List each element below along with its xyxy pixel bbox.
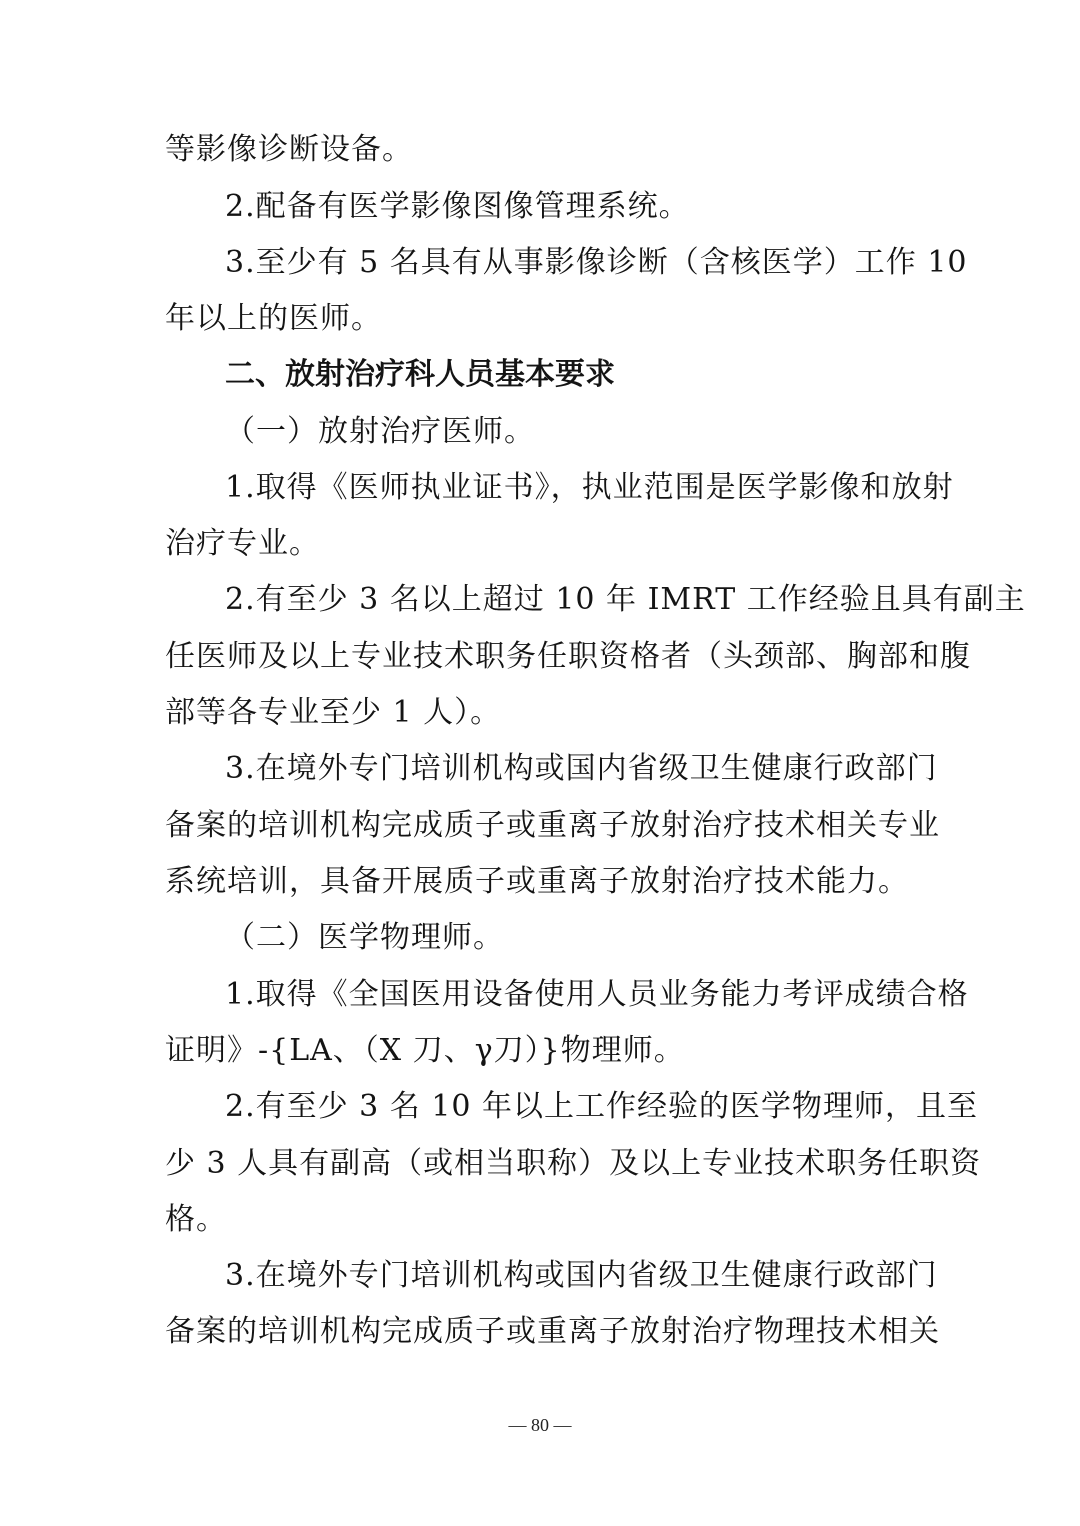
text-line: 3.在境外专门培训机构或国内省级卫生健康行政部门: [225, 1258, 938, 1293]
text-line: 2.配备有医学影像图像管理系统。: [225, 189, 690, 224]
text-line: 治疗专业。: [165, 526, 320, 561]
text-line: 少 3 人具有副高（或相当职称）及以上专业技术职务任职资: [165, 1146, 982, 1181]
text-line: 备案的培训机构完成质子或重离子放射治疗物理技术相关: [165, 1314, 940, 1349]
text-line: 部等各专业至少 1 人）。: [165, 695, 502, 730]
text-line: 1.取得《全国医用设备使用人员业务能力考评成绩合格: [225, 977, 969, 1012]
text-line: 3.至少有 5 名具有从事影像诊断（含核医学）工作 10: [225, 245, 968, 280]
subsection-heading: （二）医学物理师。: [225, 920, 504, 955]
text-line: 格。: [165, 1202, 227, 1237]
text-line: 系统培训，具备开展质子或重离子放射治疗技术能力。: [165, 864, 909, 899]
subsection-heading: （一）放射治疗医师。: [225, 414, 535, 449]
text-line: 任医师及以上专业技术职务任职资格者（头颈部、胸部和腹: [165, 639, 971, 674]
text-line: 1.取得《医师执业证书》，执业范围是医学影像和放射: [225, 470, 954, 505]
text-line: 年以上的医师。: [165, 301, 382, 336]
text-line: 3.在境外专门培训机构或国内省级卫生健康行政部门: [225, 751, 938, 786]
text-line: 2.有至少 3 名以上超过 10 年 IMRT 工作经验且具有副主: [225, 582, 1026, 617]
text-line: 2.有至少 3 名 10 年以上工作经验的医学物理师，且至: [225, 1089, 979, 1124]
text-line: 等影像诊断设备。: [165, 132, 413, 167]
page-number: — 80 —: [508, 1415, 572, 1435]
text-line: 证明》-{LA、（X 刀、γ刀）}物理师。: [165, 1033, 685, 1068]
text-line: 备案的培训机构完成质子或重离子放射治疗技术相关专业: [165, 808, 940, 843]
section-heading: 二、放射治疗科人员基本要求: [225, 357, 615, 392]
